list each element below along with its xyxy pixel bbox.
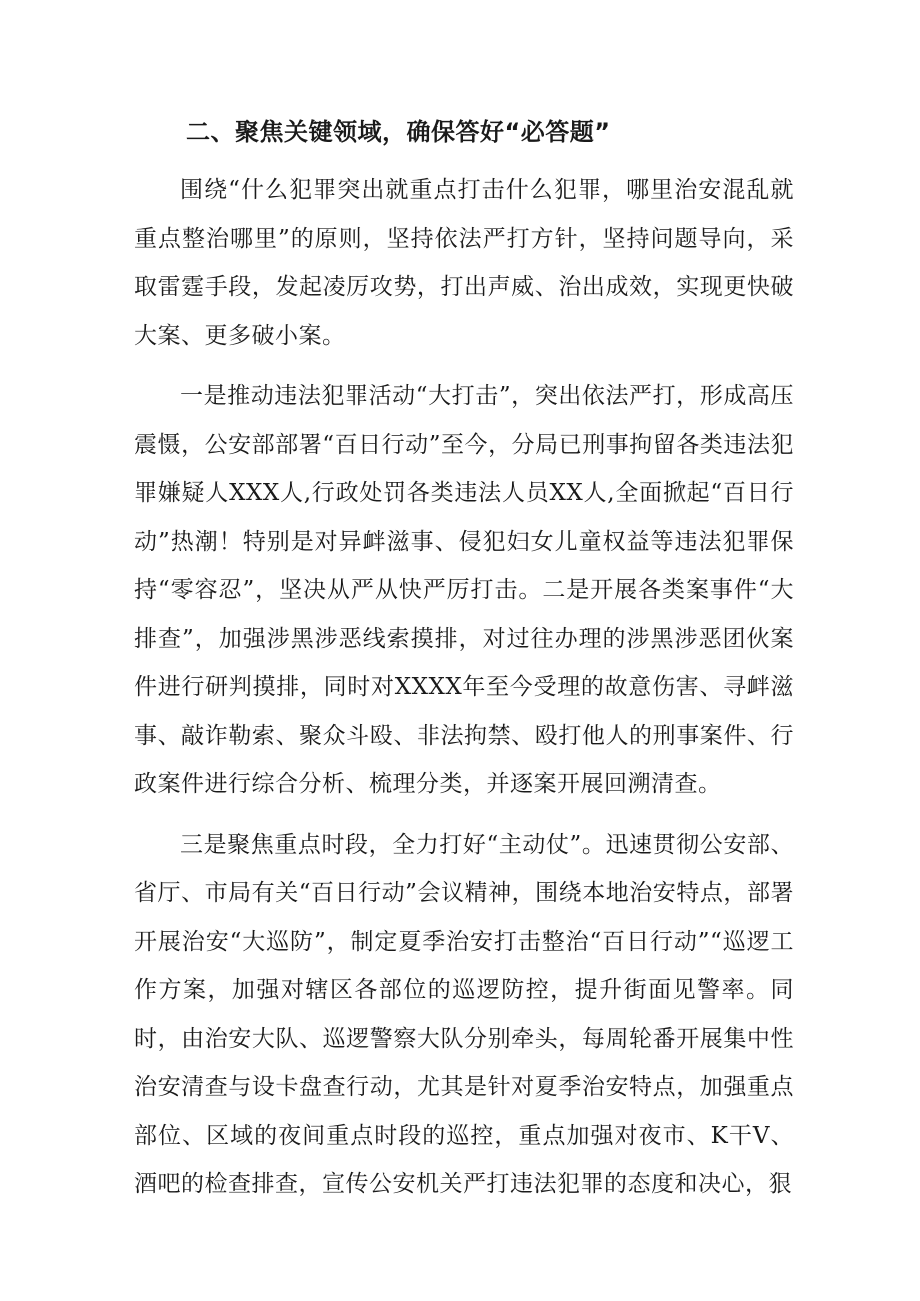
section-heading: 二、聚焦关键领域，确保答好“必答题” (186, 118, 611, 146)
paragraph-crackdown-and-investigation: 一是推动违法犯罪活动“大打击”，突出依法严打，形成高压震慑，公安部部署“百日行动”至今，分局已刑事拘留各类违法犯罪嫌疑人XXX人,行政处罚各类违法人员XX人,全面掀起“百日行动”热潮！特别是对异衅滋事、侵犯妇女儿童权益等违法犯罪保持“零容忍”，坚决从严从快严厉打击。二是开展各类案事件“大排查”，加强涉黑涉恶线索摸排，对过往办理的涉黑涉恶团伙案件进行研判摸排，同时对XXXX年至今受理的故意伤害、寻衅滋事、敲诈勒索、聚众斗殴、非法拘禁、殴打他人的刑事案件、行政案件进行综合分析、梳理分类，并逐案开展回溯清查。 (134, 383, 794, 797)
paragraph-patrol-and-key-periods: 三是聚焦重点时段，全力打好“主动仗”。迅速贯彻公安部、省厅、市局有关“百日行动”会议精神，围绕本地治安特点，部署开展治安“大巡防”，制定夏季治安打击整治“百日行动”“巡逻工作方案，加强对辖区各部位的巡逻防控，提升街面见警率。同时，由治安大队、巡逻警察大队分别牵头，每周轮番开展集中性治安清查与设卡盘查行动，尤其是针对夏季治安特点，加强重点部位、区域的夜间重点时段的巡控，重点加强对夜市、K干V、酒吧的检查排查，宣传公安机关严打违法犯罪的态度和决心，狠 (134, 831, 794, 1197)
document-body (134, 108, 794, 1209)
paragraph-principles: 围绕“什么犯罪突出就重点打击什么犯罪，哪里治安混乱就重点整治哪里”的原则，坚持依法严打方针，坚持问题导向，采取雷霆手段，发起凌厉攻势，打出声威、治出成效，实现更快破大案、更多破小案。 (134, 177, 794, 349)
